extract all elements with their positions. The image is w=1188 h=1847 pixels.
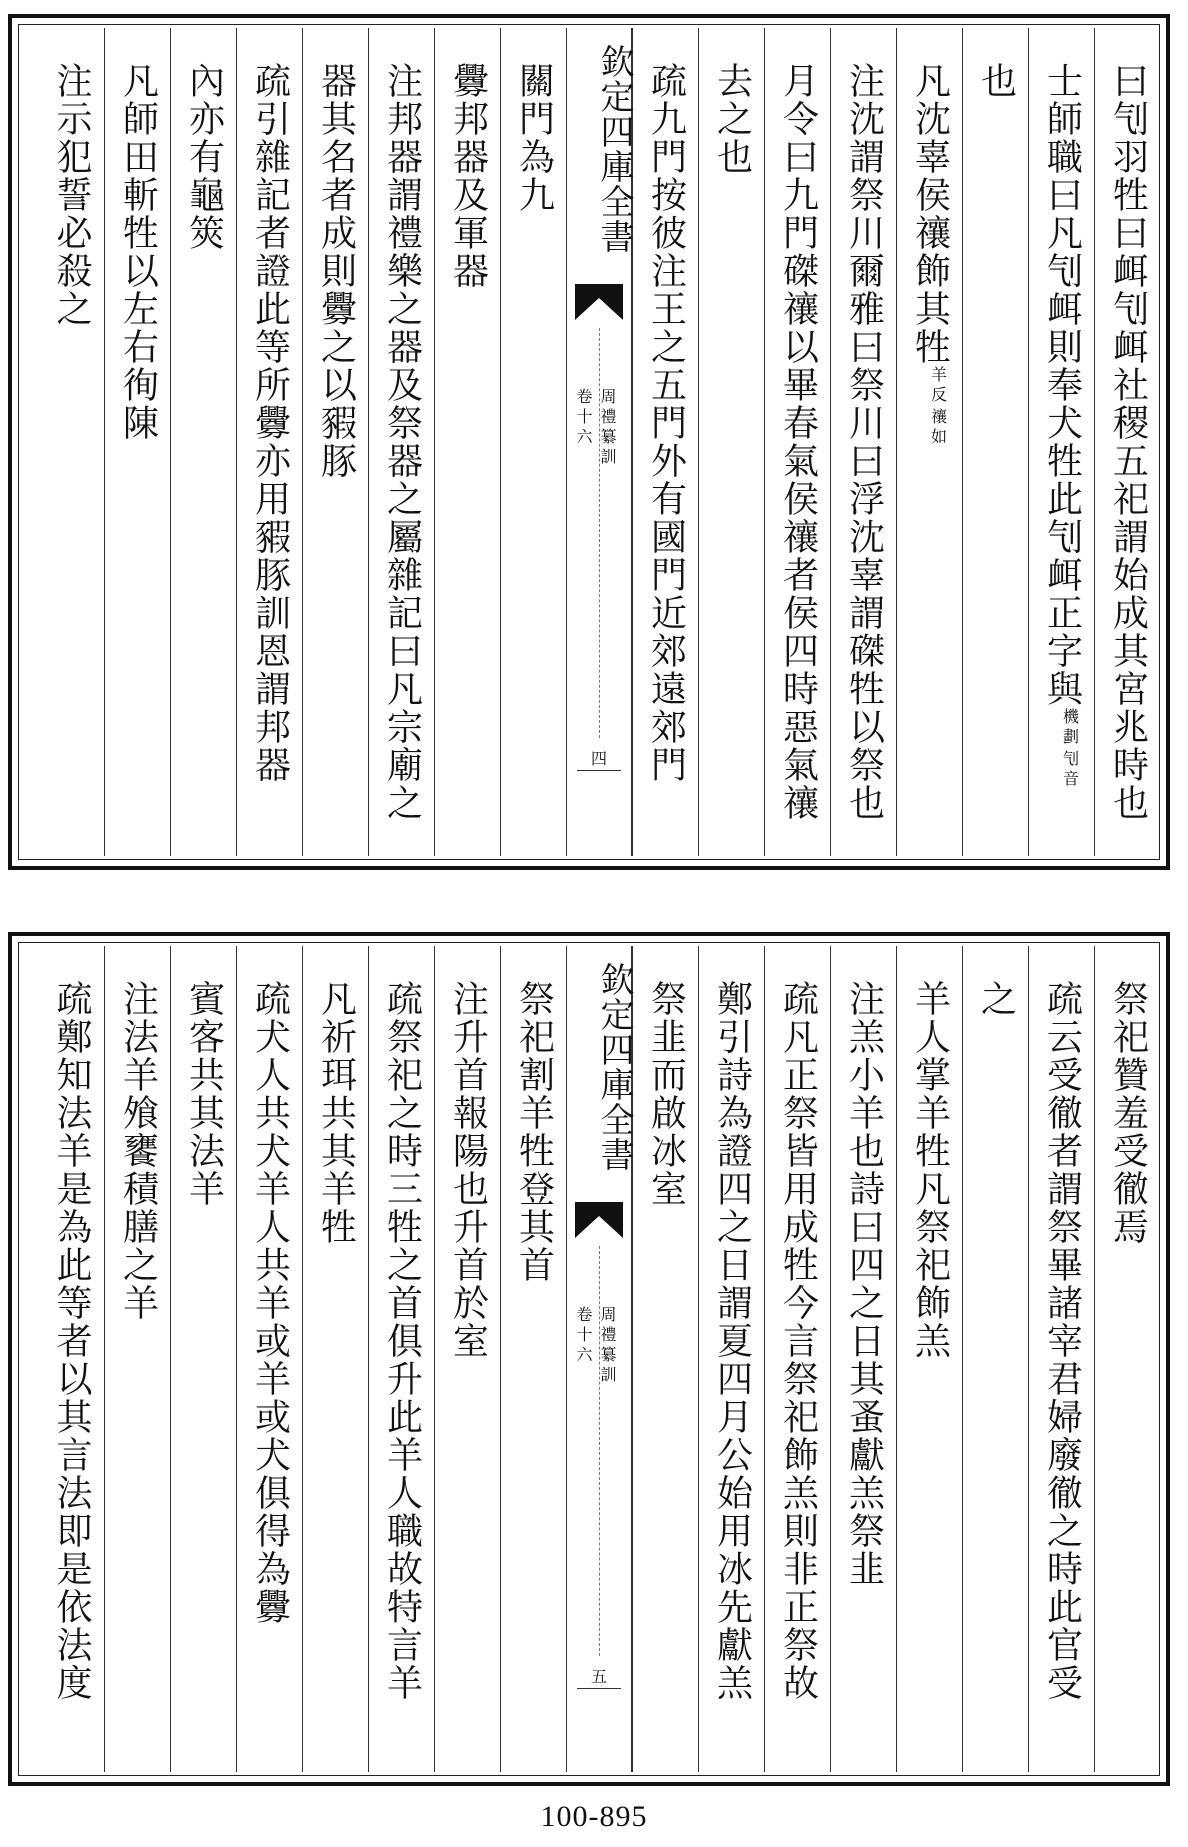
text-column: 去之也 <box>698 28 764 856</box>
center-strip <box>566 946 632 1772</box>
volume-title: 周禮纂訓 <box>598 388 617 468</box>
book-title: 欽定四庫全書 <box>594 962 634 1172</box>
text-column: 凡祈珥共其羊牲 <box>302 946 368 1772</box>
book-title: 欽定四庫全書 <box>594 44 634 254</box>
text-column: 曰刏羽牲曰衈刏衈社稷五祀謂始成其宮兆時也 <box>1094 28 1160 856</box>
interlinear-note: 刏音 機劃 <box>1060 708 1080 790</box>
text-column: 羊人掌羊牲凡祭祀飾羔 <box>896 946 962 1772</box>
page-number: 100-895 <box>540 1800 648 1833</box>
text-column: 祭祀贊羞受徹焉 <box>1094 946 1160 1772</box>
text-column: 之 <box>962 946 1028 1772</box>
interlinear-note: 禳如 羊反 <box>928 366 948 448</box>
chapter-label: 卷十六 <box>574 388 593 448</box>
text-column: 疏云受徹者謂祭畢諸宰君婦廢徹之時此官受 <box>1028 946 1094 1772</box>
folio-number: 四 <box>590 749 607 768</box>
volume-title: 周禮纂訓 <box>598 1306 617 1386</box>
text-column: 注升首報陽也升首於室 <box>434 946 500 1772</box>
text-column: 注示犯誓必殺之 <box>51 62 92 328</box>
text-column: 疏祭祀之時三牲之首俱升此羊人職故特言羊 <box>368 946 434 1772</box>
text-column: 賓客共其法羊 <box>170 946 236 1772</box>
text-column: 疏犬人共犬羊人共羊或羊或犬俱得為釁 <box>236 946 302 1772</box>
text-column: 內亦有龜筴 <box>170 28 236 856</box>
center-strip <box>566 28 632 856</box>
folio-number: 五 <box>590 1667 607 1686</box>
text-column: 月令曰九門磔禳以畢春氣侯禳者侯四時惡氣禳 <box>764 28 830 856</box>
text-column: 士師職曰凡刏衈則奉犬牲此刏衈正字與 刏音 機劃 <box>1028 28 1094 856</box>
fishtail-mark-icon <box>575 1202 623 1238</box>
text-column: 注羔小羊也詩曰四之日其蚤獻羔祭韭 <box>830 946 896 1772</box>
text-column: 器其名者成則釁之以豭豚 <box>302 28 368 856</box>
text-column: 注邦器謂禮樂之器及祭器之屬雜記曰凡宗廟之 <box>368 28 434 856</box>
chapter-label: 卷十六 <box>574 1306 593 1366</box>
text-column: 凡沈辜侯禳飾其牲 禳如 羊反 <box>896 28 962 856</box>
text-column: 關門為九 <box>500 28 566 856</box>
text-column: 疏凡正祭皆用成牲今言祭祀飾羔則非正祭故 <box>764 946 830 1772</box>
text-column: 祭韭而啟冰室 <box>632 946 698 1772</box>
bottom-page <box>8 932 1170 1786</box>
text-column: 凡師田斬牲以左右徇陳 <box>104 28 170 856</box>
text-column: 祭祀割羊牲登其首 <box>500 946 566 1772</box>
text-column: 注沈謂祭川爾雅曰祭川曰浮沈辜謂磔牲以祭也 <box>830 28 896 856</box>
text-column: 釁邦器及軍器 <box>434 28 500 856</box>
text-column: 疏鄭知法羊是為此等者以其言法即是依法度 <box>51 980 92 1702</box>
text-column: 也 <box>962 28 1028 856</box>
text-column: 鄭引詩為證四之日謂夏四月公始用冰先獻羔 <box>698 946 764 1772</box>
top-page <box>8 14 1170 870</box>
fishtail-mark-icon <box>575 284 623 320</box>
text-column: 疏引雜記者證此等所釁亦用豭豚訓恩謂邦器 <box>236 28 302 856</box>
text-column: 注法羊飧饔積膳之羊 <box>104 946 170 1772</box>
text-column: 疏九門按彼注王之五門外有國門近郊遠郊門 <box>632 28 698 856</box>
